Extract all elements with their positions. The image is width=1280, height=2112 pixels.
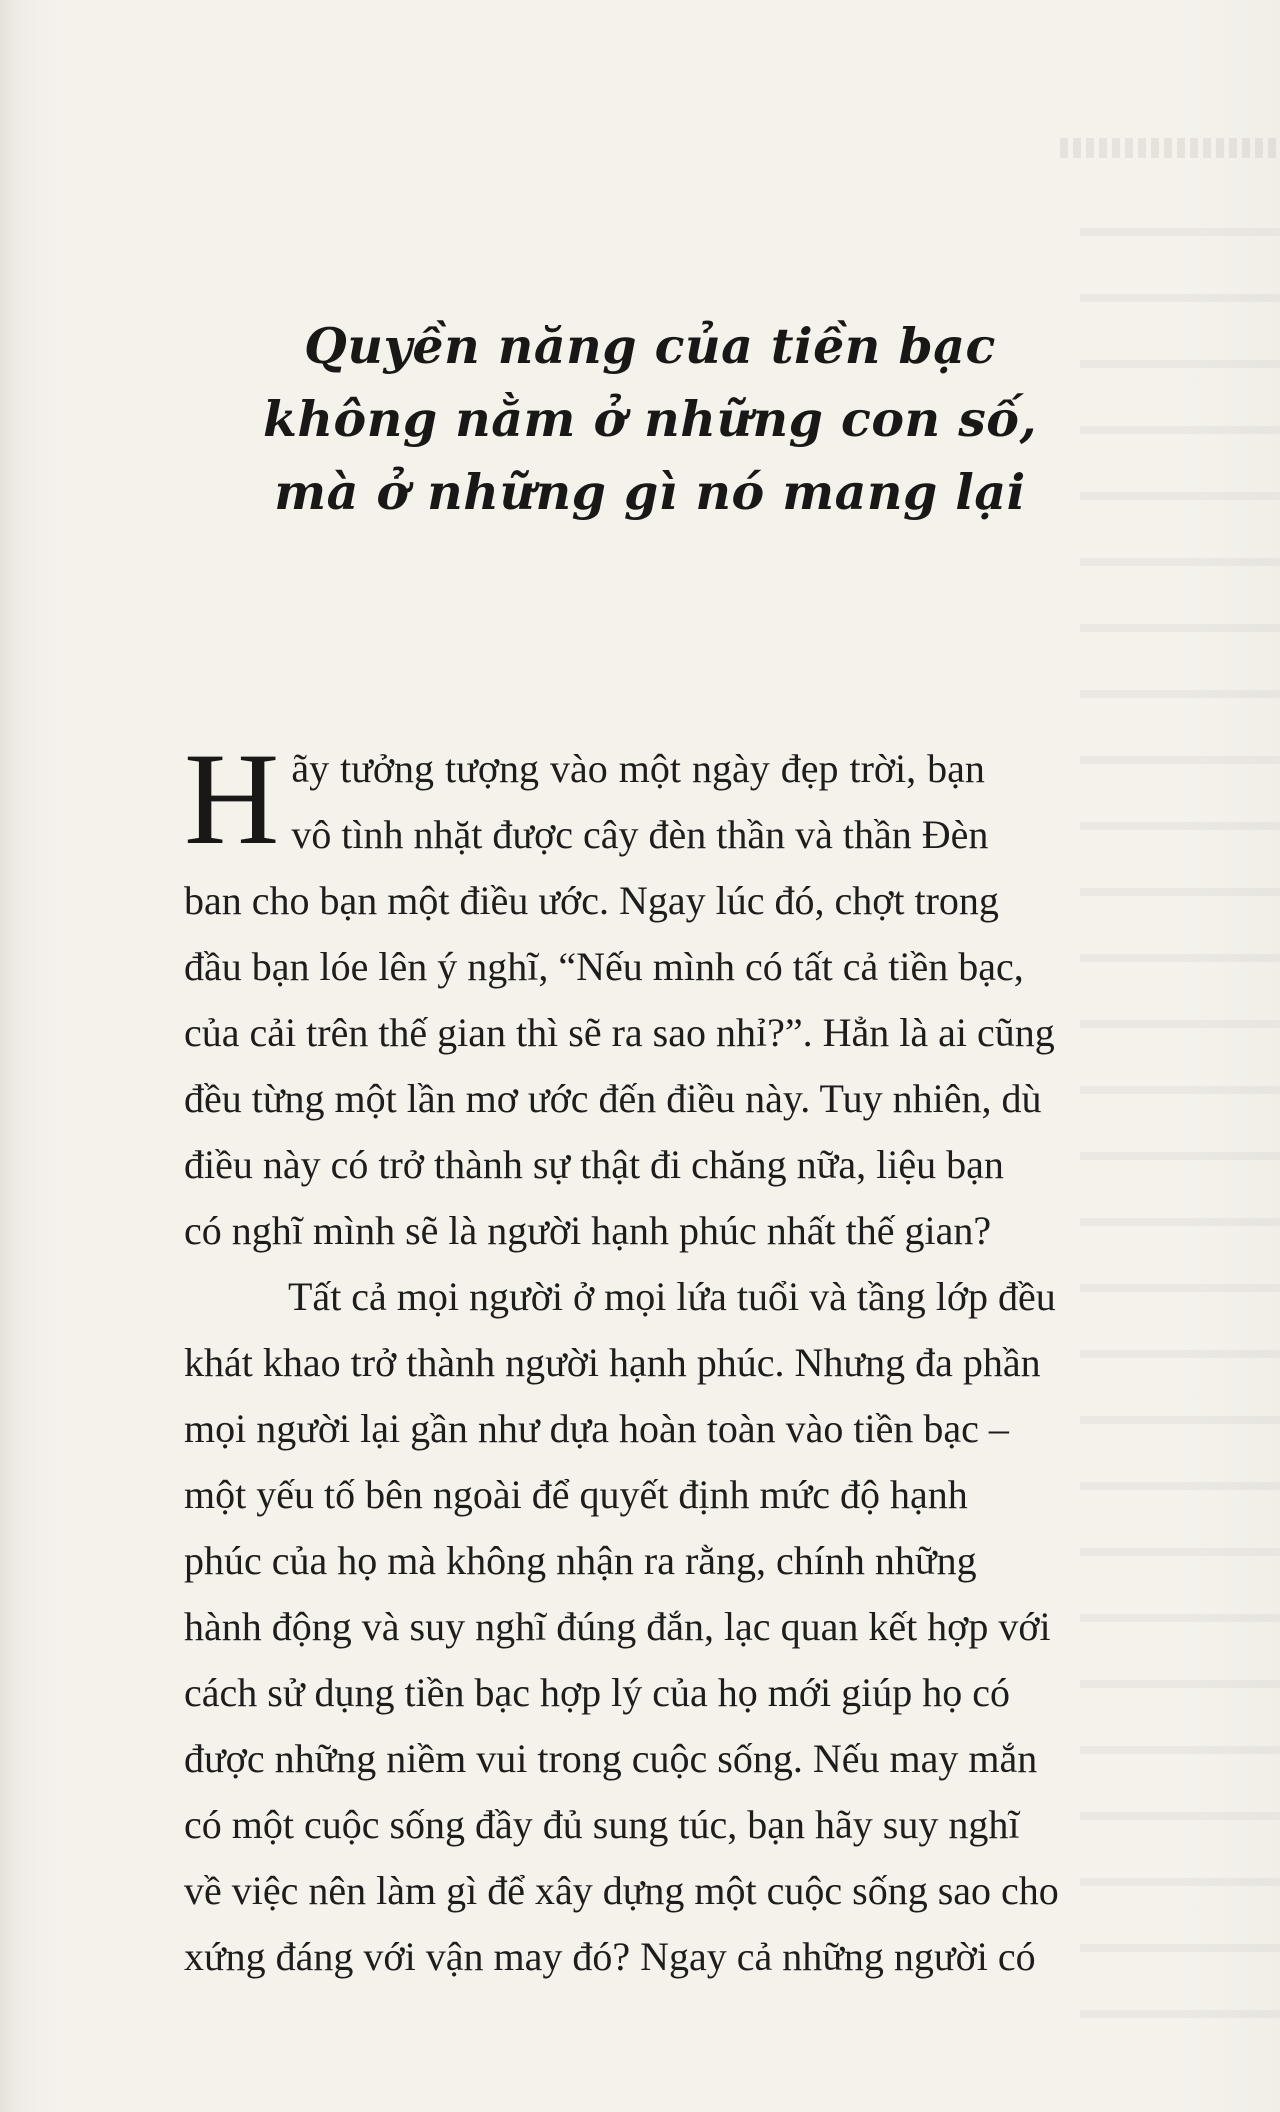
paragraph-2-line: có một cuộc sống đầy đủ sung túc, bạn hãy suy nghĩ bbox=[184, 1802, 1020, 1847]
paragraph-2-line: cách sử dụng tiền bạc hợp lý của họ mới giúp họ có bbox=[184, 1670, 1011, 1715]
paragraph-2 bbox=[184, 1264, 1142, 1990]
chapter-title-line-2: không nằm ở những con số, bbox=[262, 390, 1038, 448]
paragraph-1-line: của cải trên thế gian thì sẽ ra sao nhỉ?”. Hẳn là ai cũng bbox=[184, 1010, 1055, 1055]
paragraph-2-line: được những niềm vui trong cuộc sống. Nếu may mắn bbox=[184, 1736, 1038, 1781]
paragraph-1-line: ban cho bạn một điều ước. Ngay lúc đó, chợt trong bbox=[184, 878, 999, 923]
paragraph-1-line: đều từng một lần mơ ước đến điều này. Tuy nhiên, dù bbox=[184, 1076, 1042, 1121]
paragraph-2-line: hành động và suy nghĩ đúng đắn, lạc quan kết hợp với bbox=[184, 1604, 1051, 1649]
paragraph-1-line: điều này có trở thành sự thật đi chăng nữa, liệu bạn bbox=[184, 1142, 1004, 1187]
paragraph-1 bbox=[184, 725, 1142, 1264]
paragraph-1-line: ãy tưởng tượng vào một ngày đẹp trời, bạn bbox=[291, 746, 985, 791]
paragraph-2-line: phúc của họ mà không nhận ra rằng, chính những bbox=[184, 1538, 977, 1583]
paragraph-2-line: xứng đáng với vận may đó? Ngay cả những người có bbox=[184, 1934, 1036, 1979]
chapter-title bbox=[220, 310, 1080, 529]
paragraph-2-line: mọi người lại gần như dựa hoàn toàn vào tiền bạc – bbox=[184, 1406, 1009, 1451]
chapter-title-line-1: Quyền năng của tiền bạc bbox=[304, 317, 996, 375]
drop-cap: H bbox=[184, 725, 280, 872]
paragraph-1-line: vô tình nhặt được cây đèn thần và thần Đèn bbox=[291, 812, 989, 857]
paragraph-2-line: khát khao trở thành người hạnh phúc. Nhưng đa phần bbox=[184, 1340, 1041, 1385]
paragraph-1-line: đầu bạn lóe lên ý nghĩ, “Nếu mình có tất cả tiền bạc, bbox=[184, 944, 1024, 989]
bleed-through-header bbox=[1060, 138, 1280, 158]
body-text bbox=[184, 725, 1142, 1990]
paragraph-2-line: về việc nên làm gì để xây dựng một cuộc sống sao cho bbox=[184, 1868, 1059, 1913]
paragraph-2-line: một yếu tố bên ngoài để quyết định mức độ hạnh bbox=[184, 1472, 968, 1517]
paragraph-1-line: có nghĩ mình sẽ là người hạnh phúc nhất thế gian? bbox=[184, 1208, 992, 1253]
paragraph-2-line: Tất cả mọi người ở mọi lứa tuổi và tầng lớp đều bbox=[288, 1274, 1056, 1319]
chapter-title-line-3: mà ở những gì nó mang lại bbox=[274, 463, 1026, 521]
